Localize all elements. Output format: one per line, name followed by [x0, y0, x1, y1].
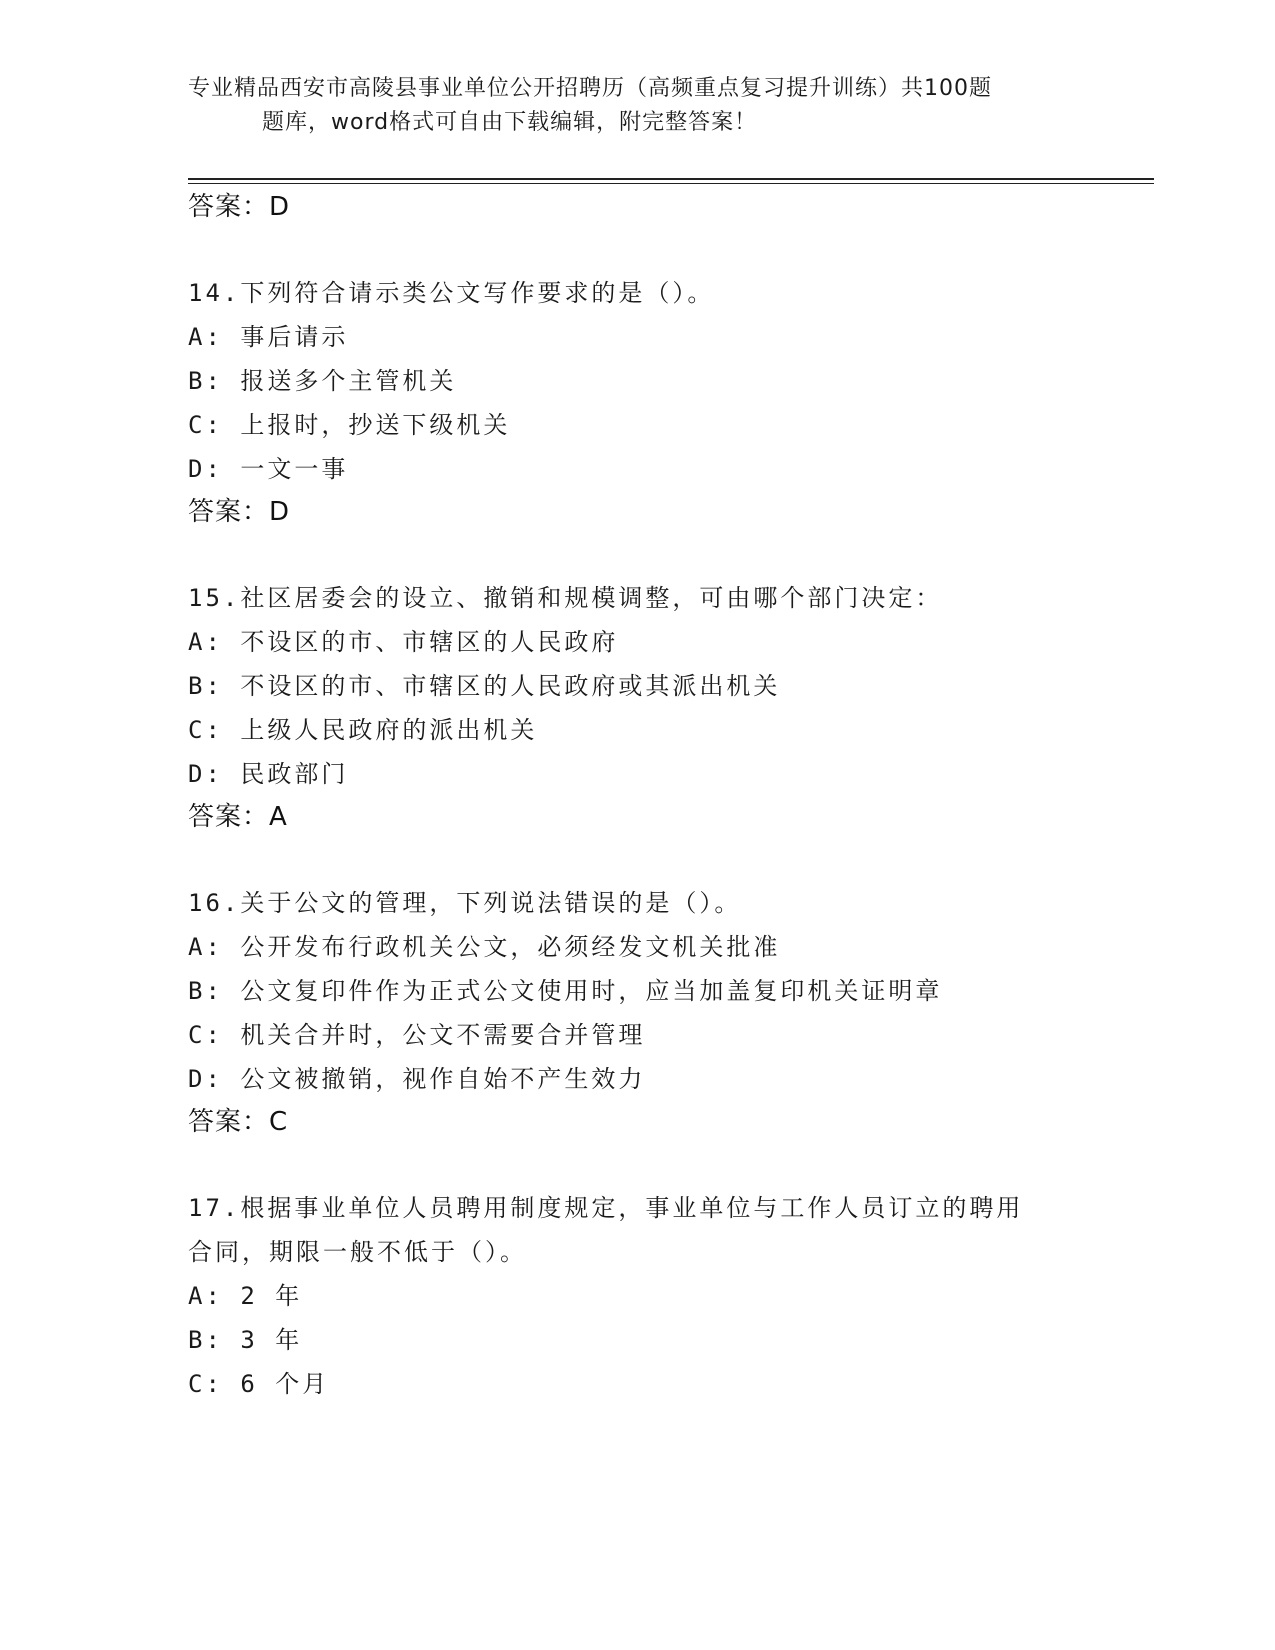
question-15-option-c: C: 上级人民政府的派出机关: [188, 716, 538, 744]
question-16-option-a: A: 公开发布行政机关公文，必须经发文机关批准: [188, 933, 781, 961]
question-14-stem: 14.下列符合请示类公文写作要求的是（）。: [188, 279, 715, 307]
question-14-option-c: C: 上报时，抄送下级机关: [188, 411, 511, 439]
question-14-option-d: D: 一文一事: [188, 455, 349, 483]
question-17-stem-line2: 合同，期限一般不低于（）。: [188, 1238, 527, 1266]
question-16-option-c: C: 机关合并时，公文不需要合并管理: [188, 1021, 646, 1049]
question-15-option-d: D: 民政部门: [188, 760, 349, 788]
question-17-option-b: B: 3 年: [188, 1326, 303, 1354]
question-15-answer: 答案：A: [188, 802, 288, 832]
header-title-line2: 题库，word格式可自由下载编辑，附完整答案！: [262, 110, 758, 135]
question-14-answer: 答案：D: [188, 497, 291, 527]
header-title-line1: 专业精品西安市高陵县事业单位公开招聘历（高频重点复习提升训练）共100题: [188, 76, 992, 101]
question-16-answer: 答案：C: [188, 1107, 289, 1137]
answer-line: 答案：D: [188, 192, 291, 222]
question-15-option-a: A: 不设区的市、市辖区的人民政府: [188, 628, 619, 656]
question-14-option-b: B: 报送多个主管机关: [188, 367, 457, 395]
header-divider-thin: [188, 183, 1154, 184]
question-16-option-b: B: 公文复印件作为正式公文使用时，应当加盖复印机关证明章: [188, 977, 943, 1005]
question-16-stem: 16.关于公文的管理，下列说法错误的是（）。: [188, 889, 742, 917]
question-15-stem: 15.社区居委会的设立、撤销和规模调整，可由哪个部门决定：: [188, 584, 943, 612]
question-17-option-a: A: 2 年: [188, 1282, 303, 1310]
question-14-option-a: A: 事后请示: [188, 323, 349, 351]
question-16-option-d: D: 公文被撤销，视作自始不产生效力: [188, 1065, 646, 1093]
header-divider: [188, 178, 1154, 180]
question-17-option-c: C: 6 个月: [188, 1370, 330, 1398]
document-header: [188, 72, 1088, 140]
question-17-stem-line1: 17.根据事业单位人员聘用制度规定，事业单位与工作人员订立的聘用: [188, 1194, 1024, 1222]
question-15-option-b: B: 不设区的市、市辖区的人民政府或其派出机关: [188, 672, 781, 700]
